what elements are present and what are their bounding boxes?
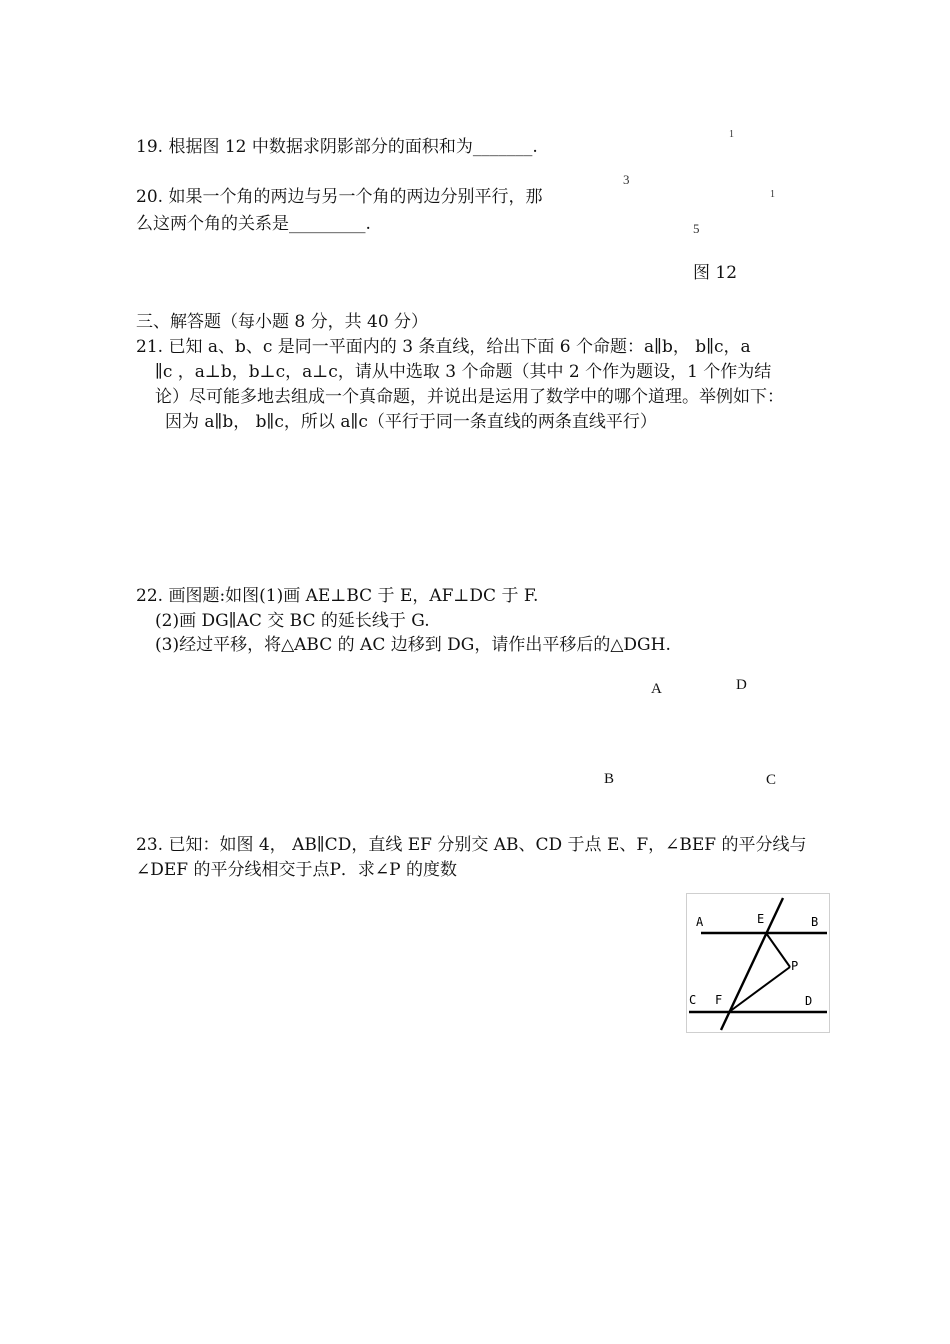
line-fp (729, 967, 790, 1012)
question-21-line-2: ∥c ，a⊥b，b⊥c，a⊥c，请从中选取 3 个命题（其中 2 个作为题设，1 个作为结 (155, 362, 772, 382)
question-23-line-1: 23. 已知：如图 4， AB∥CD，直线 EF 分别交 AB、CD 于点 E、F，∠BEF 的平分线与 (136, 835, 807, 855)
fig4-label-a: A (696, 915, 704, 929)
fig12-label-5: 5 (693, 221, 700, 236)
q22-point-d: D (736, 677, 747, 693)
q22-point-c: C (766, 772, 777, 788)
figure-4 (686, 893, 830, 1033)
fig4-label-c: C (689, 993, 697, 1007)
fig4-label-f: F (715, 993, 723, 1007)
fig4-label-p: P (791, 959, 799, 973)
question-22-line-3: (3)经过平移，将△ABC 的 AC 边移到 DG，请作出平移后的△DGH. (155, 635, 671, 655)
question-23-line-2: ∠DEF 的平分线相交于点P．求∠P 的度数 (136, 860, 458, 880)
fig4-label-d: D (805, 994, 813, 1008)
fig12-caption: 图 12 (693, 263, 738, 283)
question-21-line-4: 因为 a∥b， b∥c，所以 a∥c（平行于同一条直线的两条直线平行） (165, 412, 657, 432)
question-22-line-1: 22. 画图题:如图(1)画 AE⊥BC 于 E，AF⊥DC 于 F. (136, 586, 539, 606)
figure-4-drawing (687, 894, 829, 1032)
fig12-label-1-right: 1 (770, 189, 775, 200)
question-20-line-2: 么这两个角的关系是_________. (136, 214, 371, 234)
section-3-heading: 三、解答题（每小题 8 分，共 40 分） (136, 312, 429, 332)
question-22-line-2: (2)画 DG∥AC 交 BC 的延长线于 G. (155, 611, 430, 631)
question-21-line-3: 论）尽可能多地去组成一个真命题，并说出是运用了数学中的哪个道理。举例如下： (155, 387, 784, 407)
fig4-label-e: E (757, 912, 765, 926)
fig12-label-1-top: 1 (729, 129, 734, 140)
q22-point-b: B (604, 771, 615, 787)
line-ep (766, 933, 790, 967)
q22-point-a: A (651, 681, 662, 697)
question-19: 19. 根据图 12 中数据求阴影部分的面积和为_______. (136, 137, 538, 157)
question-20-line-1: 20. 如果一个角的两边与另一个角的两边分别平行，那 (136, 187, 543, 207)
question-21-line-1: 21. 已知 a、b、c 是同一平面内的 3 条直线，给出下面 6 个命题：a∥b， b∥c，a (136, 337, 751, 357)
fig12-label-3: 3 (623, 172, 630, 187)
fig4-label-b: B (811, 915, 819, 929)
